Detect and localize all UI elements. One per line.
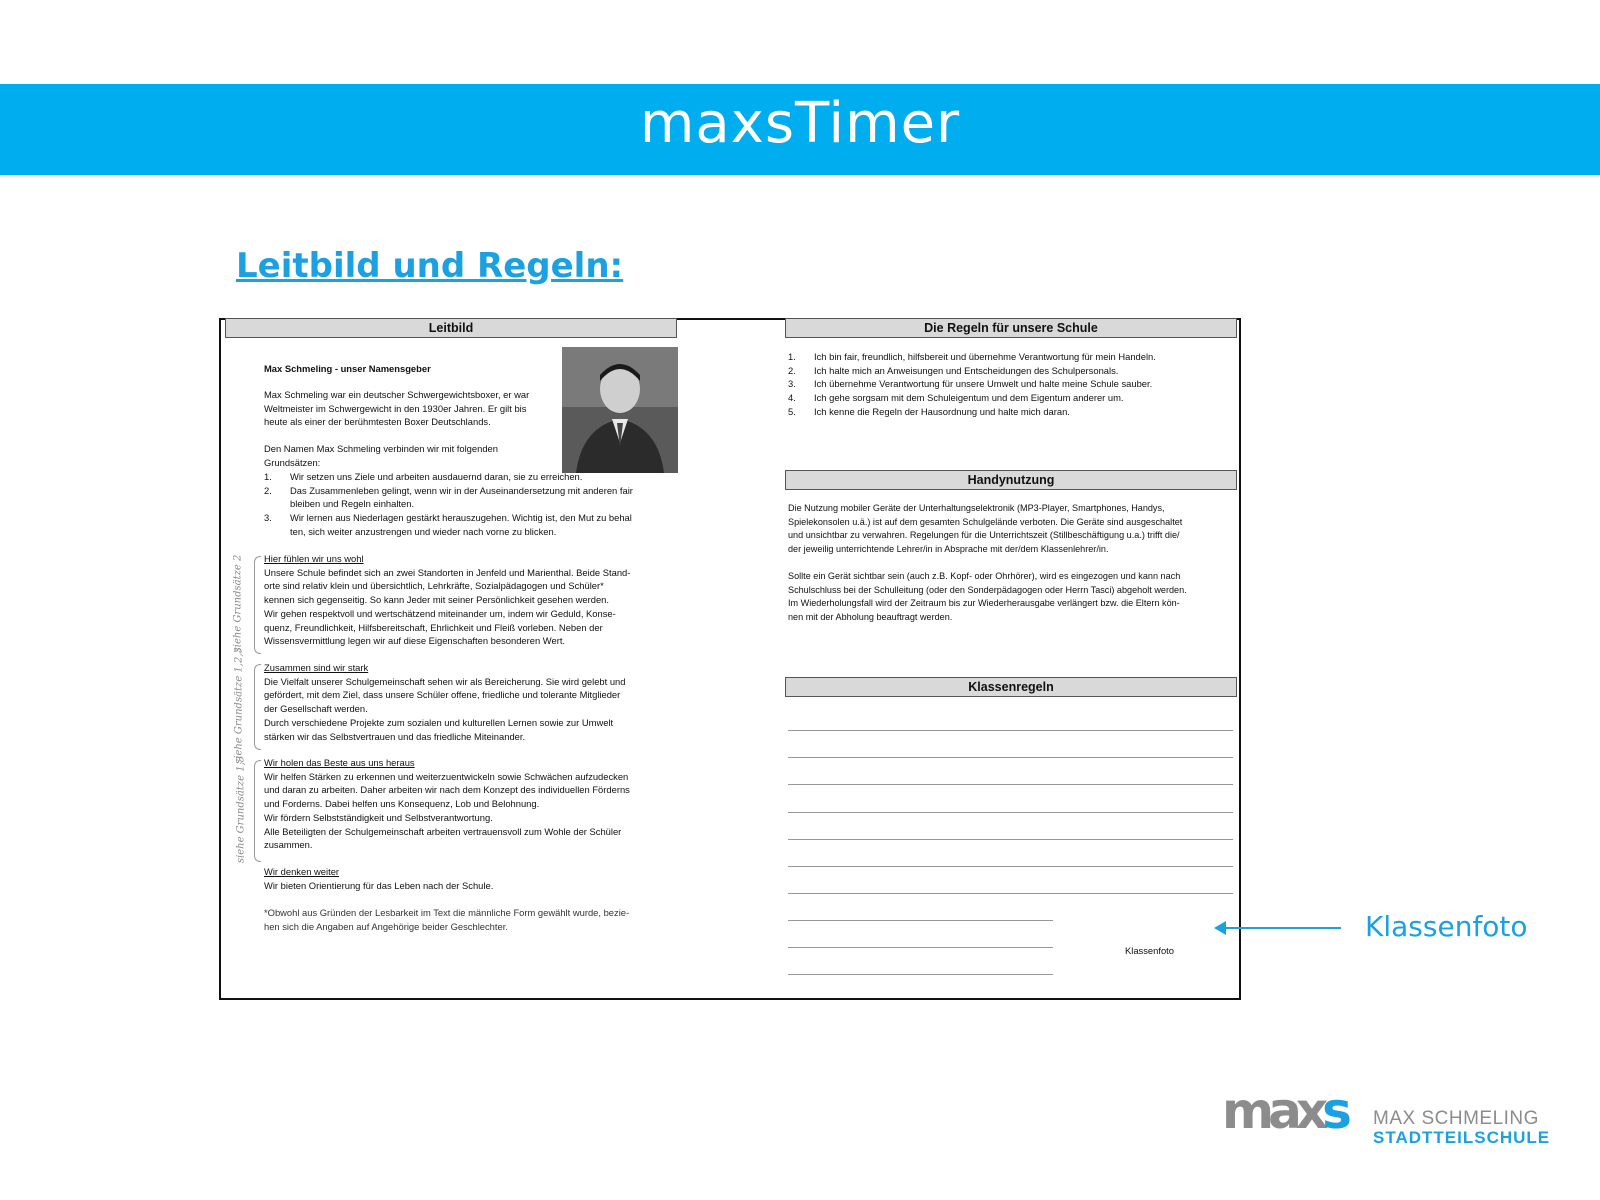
text-line: *Obwohl aus Gründen der Lesbarkeit im Text die männliche Form gewählt wurde, bezie- [264,907,630,918]
text-line: Wissensvermittlung legen wir auf diese Eigenschaften besonderen Wert. [264,635,566,647]
rule-text: Ich übernehme Verantwortung für unsere Umwelt und halte meine Schule sauber. [814,378,1153,390]
margin-bracket [254,556,261,654]
text-line: Max Schmeling war ein deutscher Schwergewichtsboxer, er war [264,389,530,400]
logo-name: MAX SCHMELING [1373,1108,1539,1129]
writing-line [788,812,1233,813]
regeln-header: Die Regeln für unsere Schule [785,318,1237,338]
arrow-left-icon [1214,921,1226,935]
margin-bracket [254,664,261,750]
leitbild-section [264,552,684,648]
principles-intro [264,442,564,469]
rule-item [788,391,1233,405]
writing-line [788,947,1053,948]
leitbild-section [264,865,684,892]
text-line: Spielekonsolen u.ä.) ist auf dem gesamten Schulgelände verboten. Die Geräte sind ausgeschaltet [788,516,1183,527]
regeln-list [788,350,1233,419]
writing-line [788,757,1233,758]
leitbild-header: Leitbild [225,318,677,338]
principle-item [264,484,684,511]
text-line: Wir helfen Stärken zu erkennen und weiterzuentwickeln sowie Schwächen aufzudecken [264,770,629,782]
margin-note: siehe Grundsätze 2 [232,554,244,653]
list-number: 4. [788,392,796,404]
rule-text: Ich bin fair, freundlich, hilfsbereit und übernehme Verantwortung für mein Handeln. [814,351,1156,362]
writing-line [788,730,1233,731]
text-line: Weltmeister im Schwergewicht in den 1930er Jahren. Er gilt bis [264,402,527,414]
text-line: bleiben und Regeln einhalten. [290,498,415,510]
writing-line [788,866,1233,867]
annotation-arrow-line [1217,927,1341,929]
text-line: Wir lernen aus Niederlagen gestärkt herauszugehen. Wichtig ist, den Mut zu behal [290,512,632,524]
handy-header: Handynutzung [785,470,1237,490]
text-line: orte sind relativ klein und übersichtlich, Lehrkräfte, Sozialpädagogen und Schüler* [264,580,604,592]
text-line: Wir setzen uns Ziele und arbeiten ausdauernd daran, sie zu erreichen. [290,471,583,482]
rule-text: Ich gehe sorgsam mit dem Schuleigentum und dem Eigentum anderer um. [814,392,1124,404]
namensgeber-title: Max Schmeling - unser Namensgeber [264,363,431,374]
list-number: 1. [264,471,272,482]
text-line: Schulschluss bei der Schulleitung (oder den Sonderpädagogen oder Herrn Tasci) abgeholt werden. [788,584,1187,595]
leitbild-section [264,756,684,852]
writing-line [788,839,1233,840]
text-line: und Forderns. Dabei helfen uns Konsequenz, Lob und Belohnung. [264,798,540,810]
annotation-label: Klassenfoto [1365,910,1528,943]
principle-item [264,470,684,484]
app-title: maxsTimer [639,91,961,156]
logo-mark [1222,1082,1346,1140]
text-line: Durch verschiedene Projekte zum sozialen und kulturellen Lernen sowie zur Umwelt [264,716,614,728]
rule-text: Ich kenne die Regeln der Hausordnung und halte mich daran. [814,405,1070,417]
list-number: 1. [788,351,796,362]
handy-paragraph-2 [788,570,1233,625]
text-line: Unsere Schule befindet sich an zwei Standorten in Jenfeld und Marienthal. Beide Stand- [264,566,631,578]
text-line: Die Nutzung mobiler Geräte der Unterhaltungselektronik (MP3-Player, Smartphones, Handys, [788,503,1165,513]
title-banner [0,84,1600,175]
writing-line [788,784,1233,785]
list-number: 2. [788,364,796,376]
klassenfoto-caption: Klassenfoto [1125,945,1174,956]
rule-item [788,350,1233,364]
logo-mark-max: max [1222,1082,1323,1140]
text-line: Die Vielfalt unserer Schulgemeinschaft sehen wir als Bereicherung. Sie wird gelebt und [264,675,626,687]
list-number: 3. [264,512,272,524]
text-line: quenz, Freundlichkeit, Hilfsbereitschaft, Ehrlichkeit und Fleiß vorleben. Neben der [264,621,603,633]
section-title: Wir holen das Beste aus uns heraus [264,757,415,768]
section-title: Hier fühlen wir uns wohl [264,553,364,564]
text-line: hen sich die Angaben auf Angehörige beider Geschlechter. [264,920,508,932]
handy-paragraph-1 [788,502,1233,557]
text-line: und unsichtbar zu verwahren. Regelungen für die Unterrichtszeit (Stillbeschäftigung u.a.) trifft die/ [788,530,1180,541]
text-line: Das Zusammenleben gelingt, wenn wir in der Auseinandersetzung mit anderen fair [290,484,633,496]
rule-text: Ich halte mich an Anweisungen und Entscheidungen des Schulpersonals. [814,364,1119,376]
text-line: Sollte ein Gerät sichtbar sein (auch z.B. Kopf- oder Ohrhörer), wird es eingezogen und kann nach [788,571,1181,581]
margin-note: siehe Grundsätze 1,3 [235,755,247,864]
text-line: Wir bieten Orientierung für das Leben nach der Schule. [264,879,494,891]
rule-item [788,377,1233,391]
list-number: 3. [788,378,796,390]
section-heading: Leitbild und Regeln: [236,246,624,286]
writing-line [788,974,1053,975]
text-line: zusammen. [264,839,313,851]
text-line: ten, sich weiter anzustrengen und wieder nach vorne zu blicken. [290,525,557,537]
rule-item [788,405,1233,419]
logo-mark-s: s [1322,1082,1346,1140]
text-line: der jeweilig unterrichtende Lehrer/in in Absprache mit der/dem Klassenlehrer/in. [788,544,1109,555]
text-line: der Gesellschaft werden. [264,703,368,715]
rule-item [788,364,1233,378]
text-line: Den Namen Max Schmeling verbinden wir mit folgenden [264,443,498,454]
text-line: Im Wiederholungsfall wird der Zeitraum bis zur Wiederherausgabe verlängert bzw. die Eltern kön- [788,598,1180,609]
text-line: Grundsätzen: [264,456,321,468]
portrait-photo [562,347,678,473]
list-number: 5. [788,405,796,417]
logo-subtitle: STADTTEILSCHULE [1373,1128,1551,1147]
text-line: Alle Beteiligten der Schulgemeinschaft arbeiten vertrauensvoll zum Wohle der Schüler [264,825,622,837]
writing-line [788,920,1053,921]
leitbild-section [264,661,684,743]
intro-paragraph [264,388,564,429]
text-line: und daran zu arbeiten. Daher arbeiten wir nach dem Konzept des individuellen Förderns [264,784,630,796]
document-page [219,318,1241,1000]
text-line: heute als einer der berühmtesten Boxer Deutschlands. [264,416,491,428]
text-line: gefördert, mit dem Ziel, dass unsere Schüler offene, friedliche und tolerante Mitglieder [264,689,621,701]
text-line: Wir gehen respektvoll und wertschätzend miteinander um, indem wir Geduld, Konse- [264,607,616,619]
list-number: 2. [264,484,272,496]
principle-item [264,511,684,538]
klassenregeln-header: Klassenregeln [785,677,1237,697]
text-line: Wir fördern Selbstständigkeit und Selbstverantwortung. [264,811,493,823]
margin-bracket [254,760,261,862]
principles-list [264,470,684,539]
text-line: kennen sich gegenseitig. So kann Jeder mit seiner Persönlichkeit gesehen werden. [264,594,609,606]
margin-note: siehe Grundsätze 1,2,3 [233,647,245,764]
footnote [264,906,684,933]
text-line: nen mit der Abholung beauftragt werden. [788,612,953,623]
text-line: stärken wir das Selbstvertrauen und das friedliche Miteinander. [264,730,526,742]
section-title: Zusammen sind wir stark [264,662,369,673]
section-title: Wir denken weiter [264,866,340,877]
writing-line [788,893,1233,894]
school-logo [1222,1082,1562,1147]
